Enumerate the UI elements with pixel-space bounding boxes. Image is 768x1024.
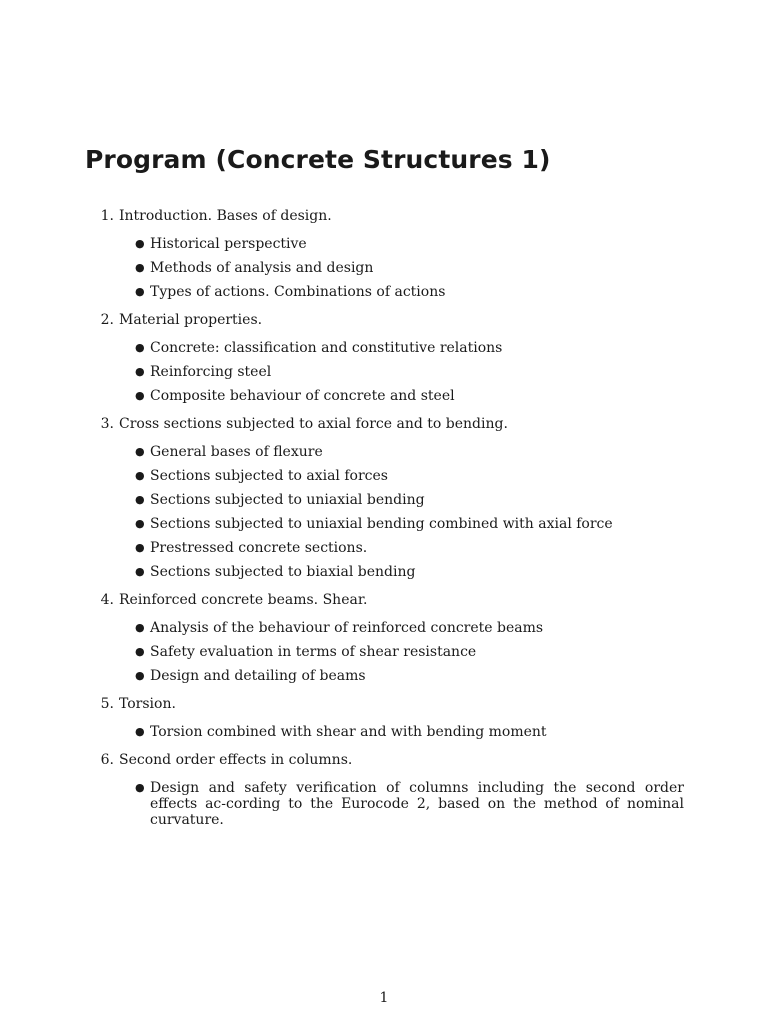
page-title: Program (Concrete Structures 1) <box>85 145 551 174</box>
bullet-icon: ● <box>135 365 145 378</box>
list-item <box>0 336 684 360</box>
page-number: 1 <box>379 990 389 1006</box>
section-heading <box>0 748 768 772</box>
bullet-icon: ● <box>135 285 145 298</box>
section-4 <box>0 588 768 688</box>
topic-list <box>0 336 768 408</box>
section-heading <box>0 308 768 332</box>
topic-text: Historical perspective <box>150 236 307 252</box>
bullet-icon: ● <box>135 261 145 274</box>
topic-text: Sections subjected to uniaxial bending combined with axial force <box>150 516 613 532</box>
section-heading <box>0 204 768 228</box>
list-item <box>0 384 684 408</box>
list-item <box>0 464 684 488</box>
topic-text: Safety evaluation in terms of shear resistance <box>150 644 477 660</box>
list-item <box>0 360 684 384</box>
list-item <box>0 280 684 304</box>
section-title: Second order effects in columns. <box>119 752 353 768</box>
section-number: 6. <box>100 752 114 768</box>
section-title: Torsion. <box>119 696 176 712</box>
section-3 <box>0 412 768 584</box>
section-number: 4. <box>100 592 114 608</box>
list-item <box>0 776 684 832</box>
list-item <box>0 560 684 584</box>
list-item <box>0 664 684 688</box>
bullet-icon: ● <box>135 389 145 402</box>
topic-text: Sections subjected to biaxial bending <box>150 564 416 580</box>
topic-list <box>0 616 768 688</box>
program-list <box>0 204 768 836</box>
section-title: Cross sections subjected to axial force and to bending. <box>119 416 508 432</box>
bullet-icon: ● <box>135 493 145 506</box>
topic-text: Analysis of the behaviour of reinforced concrete beams <box>150 620 544 636</box>
topic-text: Prestressed concrete sections. <box>150 540 368 556</box>
bullet-icon: ● <box>135 781 145 794</box>
list-item <box>0 536 684 560</box>
topic-text: Types of actions. Combinations of actions <box>150 284 446 300</box>
topic-text: Concrete: classification and constitutive relations <box>150 340 503 356</box>
list-item <box>0 640 684 664</box>
topic-text: Design and safety verification of columns including the second order effects ac-cording to the Eurocode 2, based on the method of nominal curvature. <box>150 780 684 828</box>
topic-list <box>0 440 768 584</box>
section-number: 2. <box>100 312 114 328</box>
bullet-icon: ● <box>135 237 145 250</box>
topic-text: Sections subjected to axial forces <box>150 468 388 484</box>
topic-text: Composite behaviour of concrete and steel <box>150 388 455 404</box>
topic-text: Sections subjected to uniaxial bending <box>150 492 425 508</box>
topic-list <box>0 232 768 304</box>
bullet-icon: ● <box>135 469 145 482</box>
topic-list <box>0 776 768 832</box>
topic-text: Design and detailing of beams <box>150 668 366 684</box>
bullet-icon: ● <box>135 621 145 634</box>
bullet-icon: ● <box>135 725 145 738</box>
section-number: 5. <box>100 696 114 712</box>
list-item <box>0 616 684 640</box>
section-number: 3. <box>100 416 114 432</box>
bullet-icon: ● <box>135 341 145 354</box>
bullet-icon: ● <box>135 565 145 578</box>
section-heading <box>0 412 768 436</box>
topic-list <box>0 720 768 744</box>
list-item <box>0 256 684 280</box>
section-title: Reinforced concrete beams. Shear. <box>119 592 368 608</box>
topic-text: Methods of analysis and design <box>150 260 374 276</box>
section-title: Introduction. Bases of design. <box>119 208 332 224</box>
list-item <box>0 512 684 536</box>
section-1 <box>0 204 768 304</box>
list-item <box>0 232 684 256</box>
bullet-icon: ● <box>135 445 145 458</box>
list-item <box>0 720 684 744</box>
section-number: 1. <box>100 208 114 224</box>
topic-text: Reinforcing steel <box>150 364 272 380</box>
section-2 <box>0 308 768 408</box>
section-title: Material properties. <box>119 312 263 328</box>
bullet-icon: ● <box>135 645 145 658</box>
topic-text: General bases of flexure <box>150 444 323 460</box>
section-6 <box>0 748 768 832</box>
bullet-icon: ● <box>135 541 145 554</box>
list-item <box>0 488 684 512</box>
section-5 <box>0 692 768 744</box>
bullet-icon: ● <box>135 669 145 682</box>
section-heading <box>0 692 768 716</box>
bullet-icon: ● <box>135 517 145 530</box>
topic-text: Torsion combined with shear and with bending moment <box>150 724 547 740</box>
section-heading <box>0 588 768 612</box>
list-item <box>0 440 684 464</box>
